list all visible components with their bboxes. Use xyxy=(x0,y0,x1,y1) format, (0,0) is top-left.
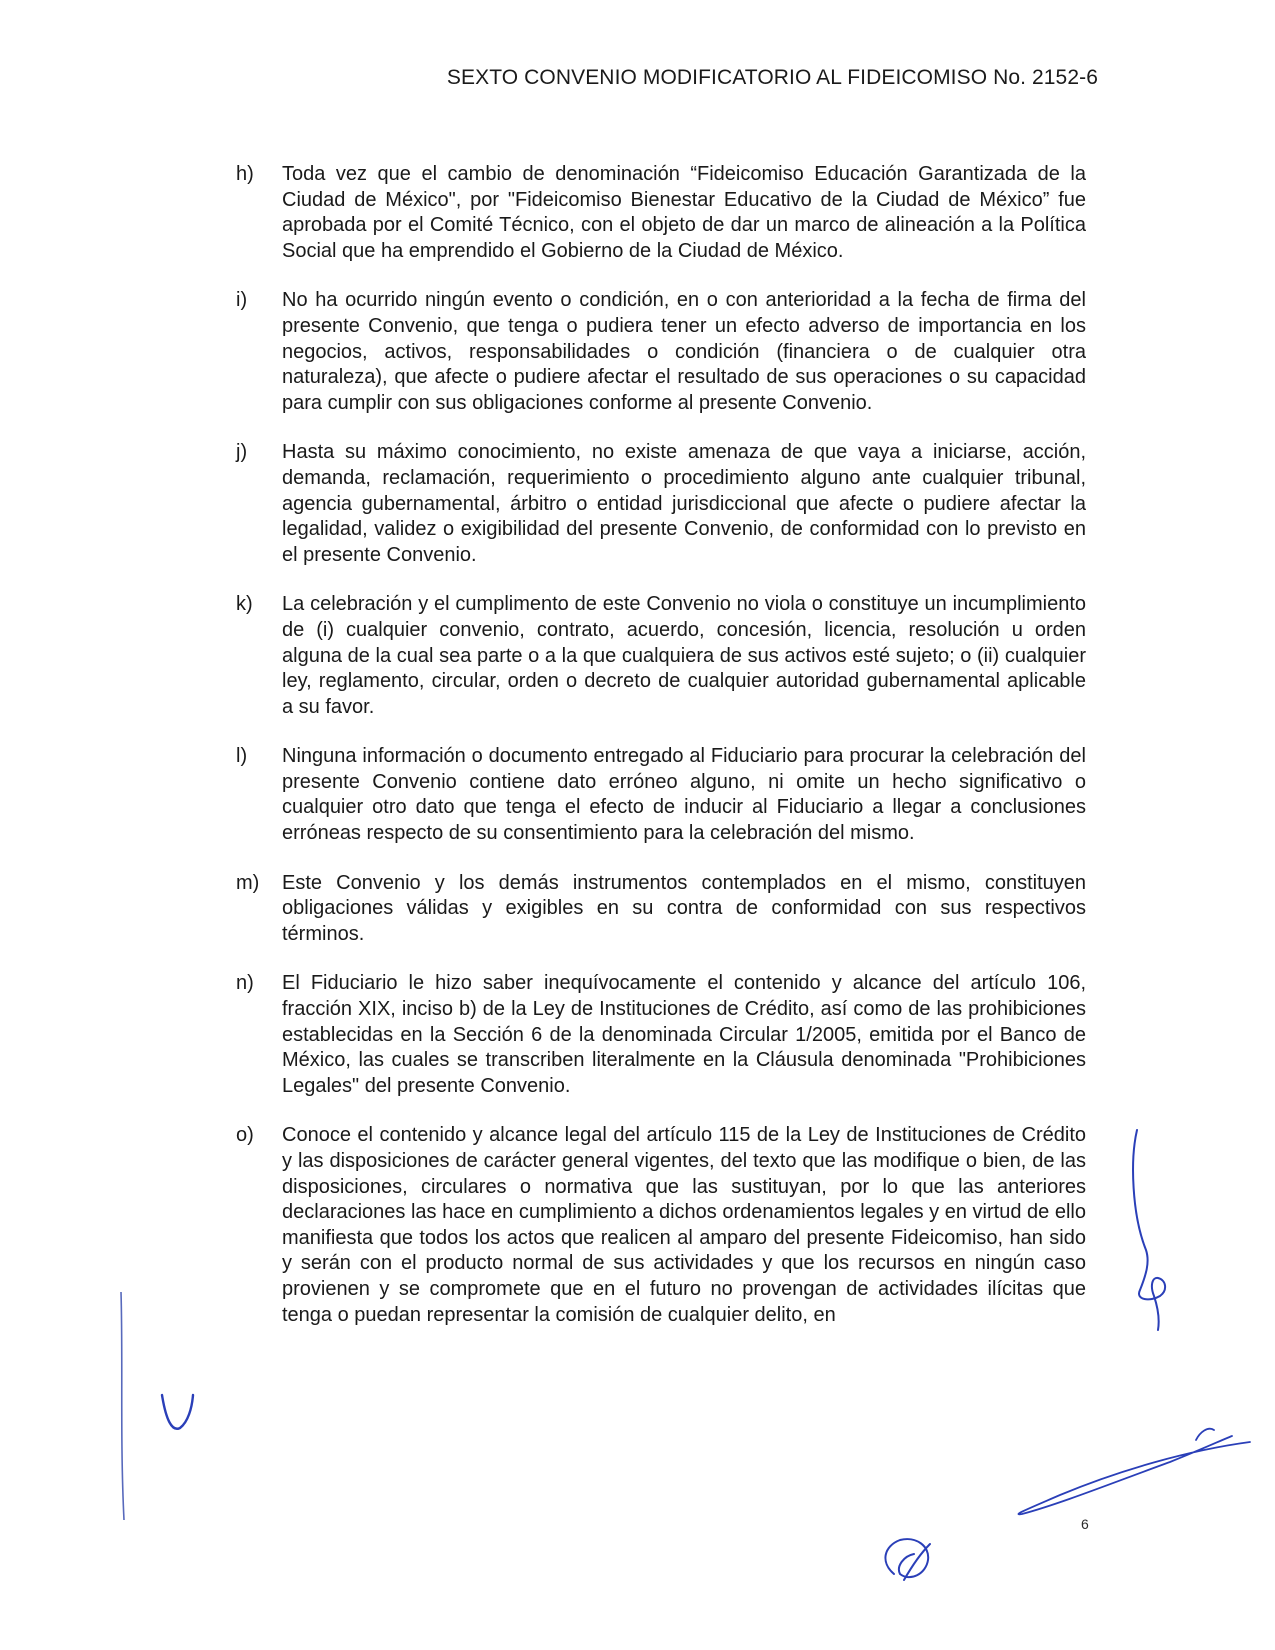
item-label: o) xyxy=(236,1124,254,1147)
item-text: No ha ocurrido ningún evento o condición, en o con anterioridad a la fecha de firma del presente Convenio, que tenga o pudiera tener un efecto adverso de importancia en los negocios, activos, responsabilidades o condición (financiera o de cualquier otra naturaleza), que afecte o pudiere afectar el resultado de sus operaciones o su capacidad para cumplir con sus obligaciones conforme al presente Convenio. xyxy=(282,289,1086,414)
item-label: m) xyxy=(236,871,260,894)
item-text: Toda vez que el cambio de denominación “Fideicomiso Educación Garantizada de la Ciudad de México", por "Fideicomiso Bienestar Educativo de la Ciudad de México” fue aprobada por el Comité Técnico, con el objeto de dar un marco de alineación a la Política Social que ha emprendido el Gobierno de la Ciudad de México. xyxy=(282,163,1086,262)
item-label: h) xyxy=(236,163,254,185)
item-text: La celebración y el cumplimento de este Convenio no viola o constituye un incumplimiento de (i) cualquier convenio, contrato, acuerdo, concesión, licencia, resolución u orden alguna de la cual sea parte o a la que cualquiera de sus activos esté sujeto; o (ii) cualquier ley, reglamento, circular, orden o decreto de cualquier autoridad gubernamental aplicable a su favor. xyxy=(282,593,1086,718)
item-label: j) xyxy=(236,441,248,464)
document-header: SEXTO CONVENIO MODIFICATORIO AL FIDEICOMISO No. 2152-6 xyxy=(446,66,1098,89)
item-text: Conoce el contenido y alcance legal del artículo 115 de la Ley de Instituciones de Crédito y las disposiciones de carácter general vigentes, del texto que las modifique o bien, de las disposiciones, circulares o normativa que las sustituyan, por lo que las anteriores declaraciones las hace en cumplimiento a dichos ordenamientos legales y en virtud de ello manifiesta que todos los actos que realicen al amparo del presente Fideicomiso, han sido y serán con el producto normal de sus actividades y que los recursos en ningún caso provienen y se compromete que en el futuro no provengan de actividades ilícitas que tenga o puedan representar la comisión de cualquier delito, en xyxy=(282,1124,1086,1326)
item-text: Ninguna información o documento entregado al Fiduciario para procurar la celebración del presente Convenio contiene dato erróneo alguno, ni omite un hecho significativo o cualquier otro dato que tenga el efecto de inducir al Fiduciario a llegar a conclusiones erróneas respecto de su consentimiento para la celebración del mismo. xyxy=(282,745,1086,845)
item-label: k) xyxy=(236,593,253,616)
bottom-initial-signature xyxy=(885,1539,930,1580)
item-text: Hasta su máximo conocimiento, no existe amenaza de que vaya a iniciarse, acción, demanda, reclamación, requerimiento o procedimiento alguno ante cualquier tribunal, agencia gubernamental, árbitro o entidad jurisdiccional que afecte o pudiere afectar la legalidad, validez o exigibilidad del presente Convenio, de conformidad con lo previsto en el presente Convenio. xyxy=(282,441,1086,566)
page-number: 6 xyxy=(1081,1516,1089,1532)
item-text: El Fiduciario le hizo saber inequívocamente el contenido y alcance del artículo 106, fracción XIX, inciso b) de la Ley de Instituciones de Crédito, así como de las prohibiciones establecidas en la Sección 6 de la denominada Circular 1/2005, emitida por el Banco de México, las cuales se transcriben literalmente en la Cláusula denominada "Prohibiciones Legales" del presente Convenio. xyxy=(282,972,1086,1097)
left-initial-signature xyxy=(162,1395,193,1429)
item-label: i) xyxy=(236,289,248,312)
item-text: Este Convenio y los demás instrumentos contemplados en el mismo, constituyen obligaciones válidas y exigibles en su contra de conformidad con sus respectivos términos. xyxy=(282,871,1086,945)
right-initial-signature xyxy=(1133,1130,1165,1330)
item-label: n) xyxy=(236,972,254,995)
flourish-signature xyxy=(1018,1429,1250,1515)
item-label: l) xyxy=(236,745,248,768)
margin-line-mark xyxy=(121,1292,124,1520)
